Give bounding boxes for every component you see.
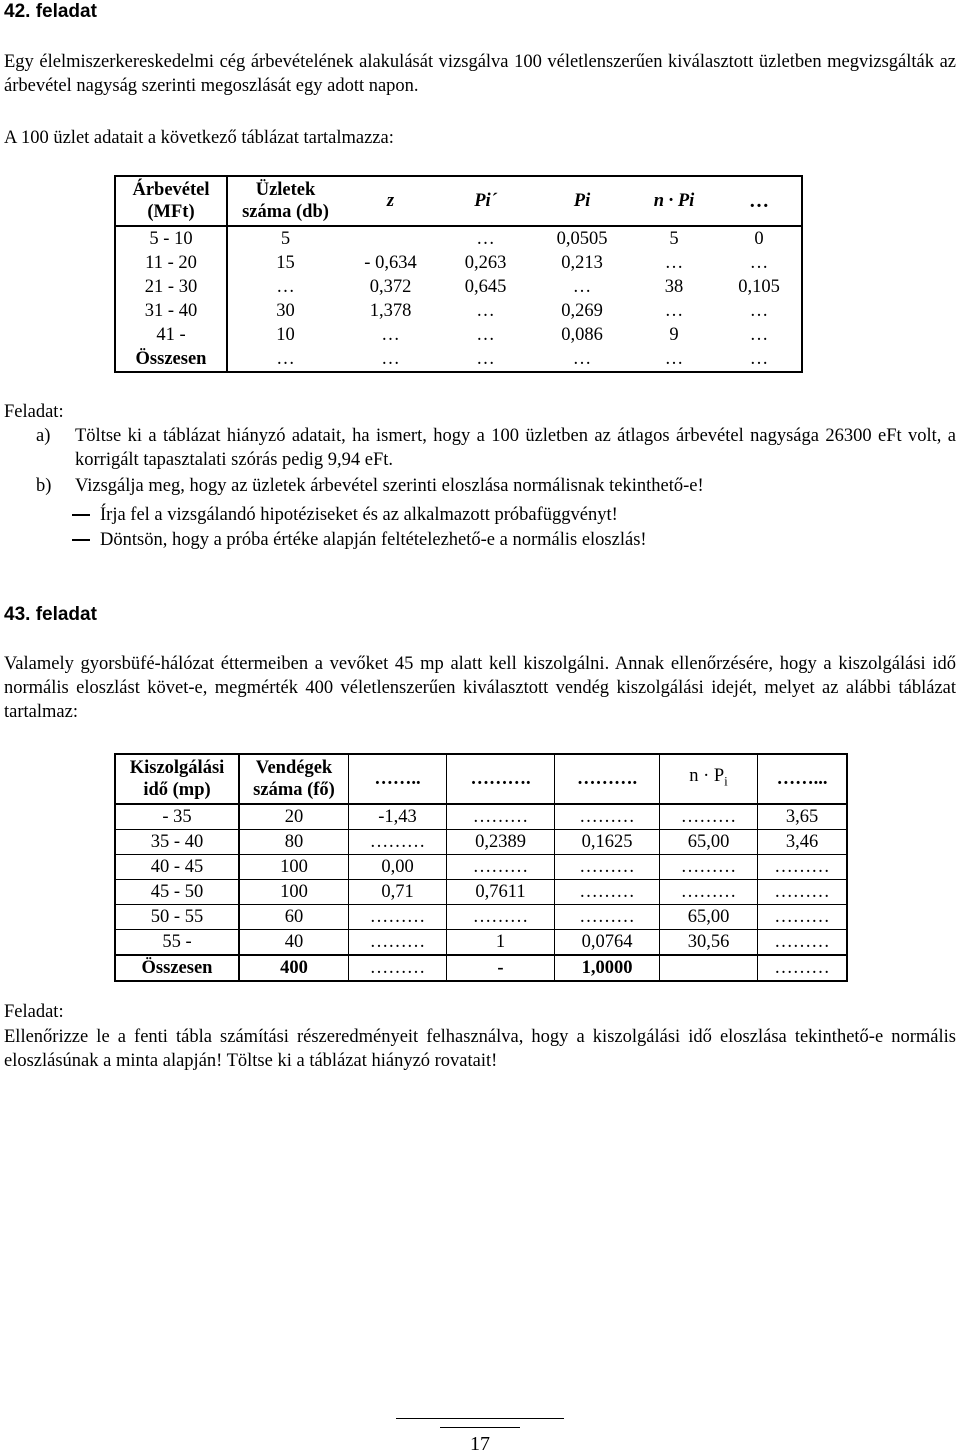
col-z-header: z xyxy=(343,176,438,226)
table-cell: Összesen xyxy=(115,955,239,981)
table-cell: ……… xyxy=(758,905,848,930)
table-cell: 0,0764 xyxy=(555,930,660,956)
table-cell: ……… xyxy=(349,930,447,956)
table-cell: 80 xyxy=(239,830,349,855)
table-cell: … xyxy=(381,349,400,369)
table-cell: 0,2389 xyxy=(447,830,555,855)
task-42-b-text: Vizsgálja meg, hogy az üzletek árbevétel szerinti eloszlása normálisnak tekinthető-e! xyxy=(75,476,704,496)
table-row xyxy=(115,830,847,855)
table-cell: ……… xyxy=(349,905,447,930)
task-42-b-label: b) xyxy=(36,476,52,496)
table-cell: 65,00 xyxy=(660,905,758,930)
dash-bullet-icon xyxy=(72,514,90,516)
table-cell: … xyxy=(664,253,684,273)
table-cell: 5 xyxy=(280,229,291,249)
table-row xyxy=(115,323,802,347)
col-pi-prime-header: Pi´ xyxy=(438,176,533,226)
table-cell: … xyxy=(572,349,592,369)
col-service-time-header-line1: Kiszolgálási xyxy=(129,758,225,778)
table-cell: ……… xyxy=(660,804,758,830)
table-cell: 0,269 xyxy=(561,301,603,321)
col-revenue-header-line1: Árbevétel xyxy=(132,180,210,200)
table-cell: 1,378 xyxy=(369,301,412,321)
table-cell: 30,56 xyxy=(660,930,758,956)
task-42-task-label: Feladat: xyxy=(4,402,64,422)
table-cell: ……… xyxy=(555,880,660,905)
col-service-time-header xyxy=(115,754,239,804)
table-cell: ……… xyxy=(660,880,758,905)
table-cell: 50 - 55 xyxy=(115,905,239,930)
table-cell: … xyxy=(664,301,684,321)
table-cell: 9 xyxy=(669,325,679,345)
task-42-table-intro: A 100 üzlet adatait a következő táblázat tartalmazza: xyxy=(4,128,394,148)
table-cell: ……… xyxy=(447,804,555,830)
revenue-table xyxy=(114,175,803,373)
table-cell: Összesen xyxy=(115,347,227,372)
table-cell: 0,1625 xyxy=(555,830,660,855)
col-guests-header-line1: Vendégek xyxy=(255,758,333,778)
table-cell: 400 xyxy=(239,955,349,981)
dash-bullet-icon xyxy=(72,539,90,541)
table-cell: ……… xyxy=(758,880,848,905)
table-cell: 41 - xyxy=(115,323,227,347)
table-cell: 60 xyxy=(239,905,349,930)
table-cell: 38 xyxy=(664,277,684,297)
table-cell: 30 xyxy=(276,301,295,321)
table-cell: 1 xyxy=(447,930,555,956)
table-cell: 21 - 30 xyxy=(115,275,227,299)
task-43-task-text: Ellenőrizze le a fenti tábla számítási részeredményeit felhasználva, hogy a kiszolgálási idő eloszlása tekinthető-e normális eloszlásúnak a minta alapján! Töltse ki a táblázat hiányzó rovatait! xyxy=(4,1027,956,1071)
table-cell: 20 xyxy=(239,804,349,830)
col-revenue-header-line2: (MFt) xyxy=(147,202,195,222)
table-cell: 0 xyxy=(754,229,764,249)
table-cell: 3,65 xyxy=(758,804,848,830)
table-cell: ……… xyxy=(758,855,848,880)
table-cell: 11 - 20 xyxy=(115,251,227,275)
task-42-a-text: Töltse ki a táblázat hiányzó adatait, ha ismert, hogy a 100 üzletben az átlagos árbevétel nagysága 26300 eFt volt, a korrigált tapasztalati szórás pedig 9,94 eFt. xyxy=(75,426,956,470)
table-cell: 40 - 45 xyxy=(115,855,239,880)
table-cell: 1,0000 xyxy=(555,955,660,981)
table-cell: 100 xyxy=(239,880,349,905)
service-time-table xyxy=(114,753,848,982)
table-row-total xyxy=(115,347,802,372)
task-42-b-sub1 xyxy=(100,503,618,527)
table-cell: 0,7611 xyxy=(447,880,555,905)
col-ellipsis-header: … xyxy=(717,176,802,226)
task-43-title: 43. feladat xyxy=(4,604,97,625)
table-cell: … xyxy=(476,325,495,345)
table-cell: 35 - 40 xyxy=(115,830,239,855)
table-cell: 0,086 xyxy=(561,325,603,345)
col-npi-header xyxy=(660,754,758,804)
table-cell: 10 xyxy=(276,325,295,345)
table-row xyxy=(115,275,802,299)
table-cell: ……… xyxy=(660,855,758,880)
table-cell: ……… xyxy=(447,855,555,880)
table-row xyxy=(115,855,847,880)
col-stores-header xyxy=(227,176,343,226)
table-cell: ……… xyxy=(555,855,660,880)
col-guests-header xyxy=(239,754,349,804)
table-row-total xyxy=(115,955,847,981)
task-42-b-sub2 xyxy=(100,528,647,552)
table-cell: 40 xyxy=(239,930,349,956)
table-cell: 65,00 xyxy=(660,830,758,855)
table-row xyxy=(115,930,847,956)
table-cell: 0,213 xyxy=(561,253,603,273)
table-cell: 45 - 50 xyxy=(115,880,239,905)
table-cell: 5 xyxy=(669,229,679,249)
table-cell: ……… xyxy=(349,830,447,855)
table-cell: 0,71 xyxy=(349,880,447,905)
page-number: 17 xyxy=(470,1433,490,1455)
footer-rule-short xyxy=(440,1427,520,1428)
col-blank3-header: …….. xyxy=(349,754,447,804)
task-43-intro: Valamely gyorsbüfé-hálózat éttermeiben a vevőket 45 mp alatt kell kiszolgálni. Annak ellenőrzésére, hogy a kiszolgálási idő normális eloszlást követ-e, megmérték 400 véletlenszerűen kiválasztott vendég kiszolgálási idejét, melyet az alábbi táblázat tartalmaz: xyxy=(4,654,956,722)
table-row xyxy=(115,905,847,930)
col-revenue-header xyxy=(115,176,227,226)
table-cell: ……… xyxy=(758,955,848,981)
footer-rule xyxy=(396,1418,564,1419)
table-cell: 0,372 xyxy=(369,277,412,297)
table-cell: … xyxy=(476,349,495,369)
table-row xyxy=(115,251,802,275)
table-cell: 55 - xyxy=(115,930,239,956)
task-42-b-sub2-text: Döntsön, hogy a próba értéke alapján feltételezhető-e a normális eloszlás! xyxy=(100,530,647,550)
table-cell: ……… xyxy=(349,955,447,981)
table-cell: … xyxy=(749,325,769,345)
task-42-title: 42. feladat xyxy=(4,1,97,22)
task-43-task-label: Feladat: xyxy=(4,1002,64,1022)
table-cell: - 0,634 xyxy=(364,253,417,273)
table-cell: - xyxy=(447,955,555,981)
table-cell: … xyxy=(381,325,400,345)
col-blank7-header: ……... xyxy=(758,754,848,804)
table-cell: 5 - 10 xyxy=(115,226,227,251)
table-cell: … xyxy=(476,301,495,321)
table-cell xyxy=(660,955,758,981)
service-time-table-header xyxy=(115,754,847,804)
table-cell: 0,00 xyxy=(349,855,447,880)
col-npi-header: n · Pi xyxy=(631,176,717,226)
table-cell: … xyxy=(749,349,769,369)
table-cell: 0,0505 xyxy=(556,229,608,249)
table-row xyxy=(115,880,847,905)
table-cell: … xyxy=(749,301,769,321)
table-cell: ……… xyxy=(447,905,555,930)
col-pi-header: Pi xyxy=(533,176,631,226)
task-42-a-label: a) xyxy=(36,426,51,446)
table-cell: 15 xyxy=(276,253,295,273)
col-npi-header-main: n · P xyxy=(689,766,725,787)
table-cell: 31 - 40 xyxy=(115,299,227,323)
table-cell: 0,645 xyxy=(464,277,507,297)
table-cell: … xyxy=(572,277,592,297)
table-cell: … xyxy=(476,229,495,249)
table-cell: ……… xyxy=(555,905,660,930)
col-stores-header-line2: száma (db) xyxy=(242,202,329,222)
table-cell: -1,43 xyxy=(349,804,447,830)
table-cell: … xyxy=(749,253,769,273)
table-cell: 3,46 xyxy=(758,830,848,855)
table-row xyxy=(115,226,802,251)
col-blank5-header: ………. xyxy=(555,754,660,804)
table-cell: ……… xyxy=(774,932,830,952)
col-service-time-header-line2: idő (mp) xyxy=(143,780,211,800)
task-42-b-sub1-text: Írja fel a vizsgálandó hipotéziseket és az alkalmazott próbafüggvényt! xyxy=(100,505,618,525)
table-cell: - 35 xyxy=(115,804,239,830)
col-blank4-header: ………. xyxy=(447,754,555,804)
table-row xyxy=(115,804,847,830)
table-cell: … xyxy=(276,349,295,369)
task-42-intro: Egy élelmiszerkereskedelmi cég árbevételének alakulását vizsgálva 100 véletlenszerűen kiválasztott üzletben megvizsgálták az árbevétel nagyság szerinti megoszlását egy adott napon. xyxy=(4,52,956,96)
table-cell: 100 xyxy=(239,855,349,880)
table-cell: 0,105 xyxy=(738,277,780,297)
col-guests-header-line2: száma (fő) xyxy=(253,780,335,800)
col-npi-header-sub: i xyxy=(724,773,728,789)
table-row xyxy=(115,299,802,323)
table-cell: … xyxy=(276,277,295,297)
table-cell xyxy=(343,226,438,251)
table-cell: ……… xyxy=(555,804,660,830)
col-stores-header-line1: Üzletek xyxy=(255,180,316,200)
revenue-table-header xyxy=(115,176,802,226)
table-cell: 0,263 xyxy=(464,253,507,273)
table-cell: … xyxy=(664,349,684,369)
